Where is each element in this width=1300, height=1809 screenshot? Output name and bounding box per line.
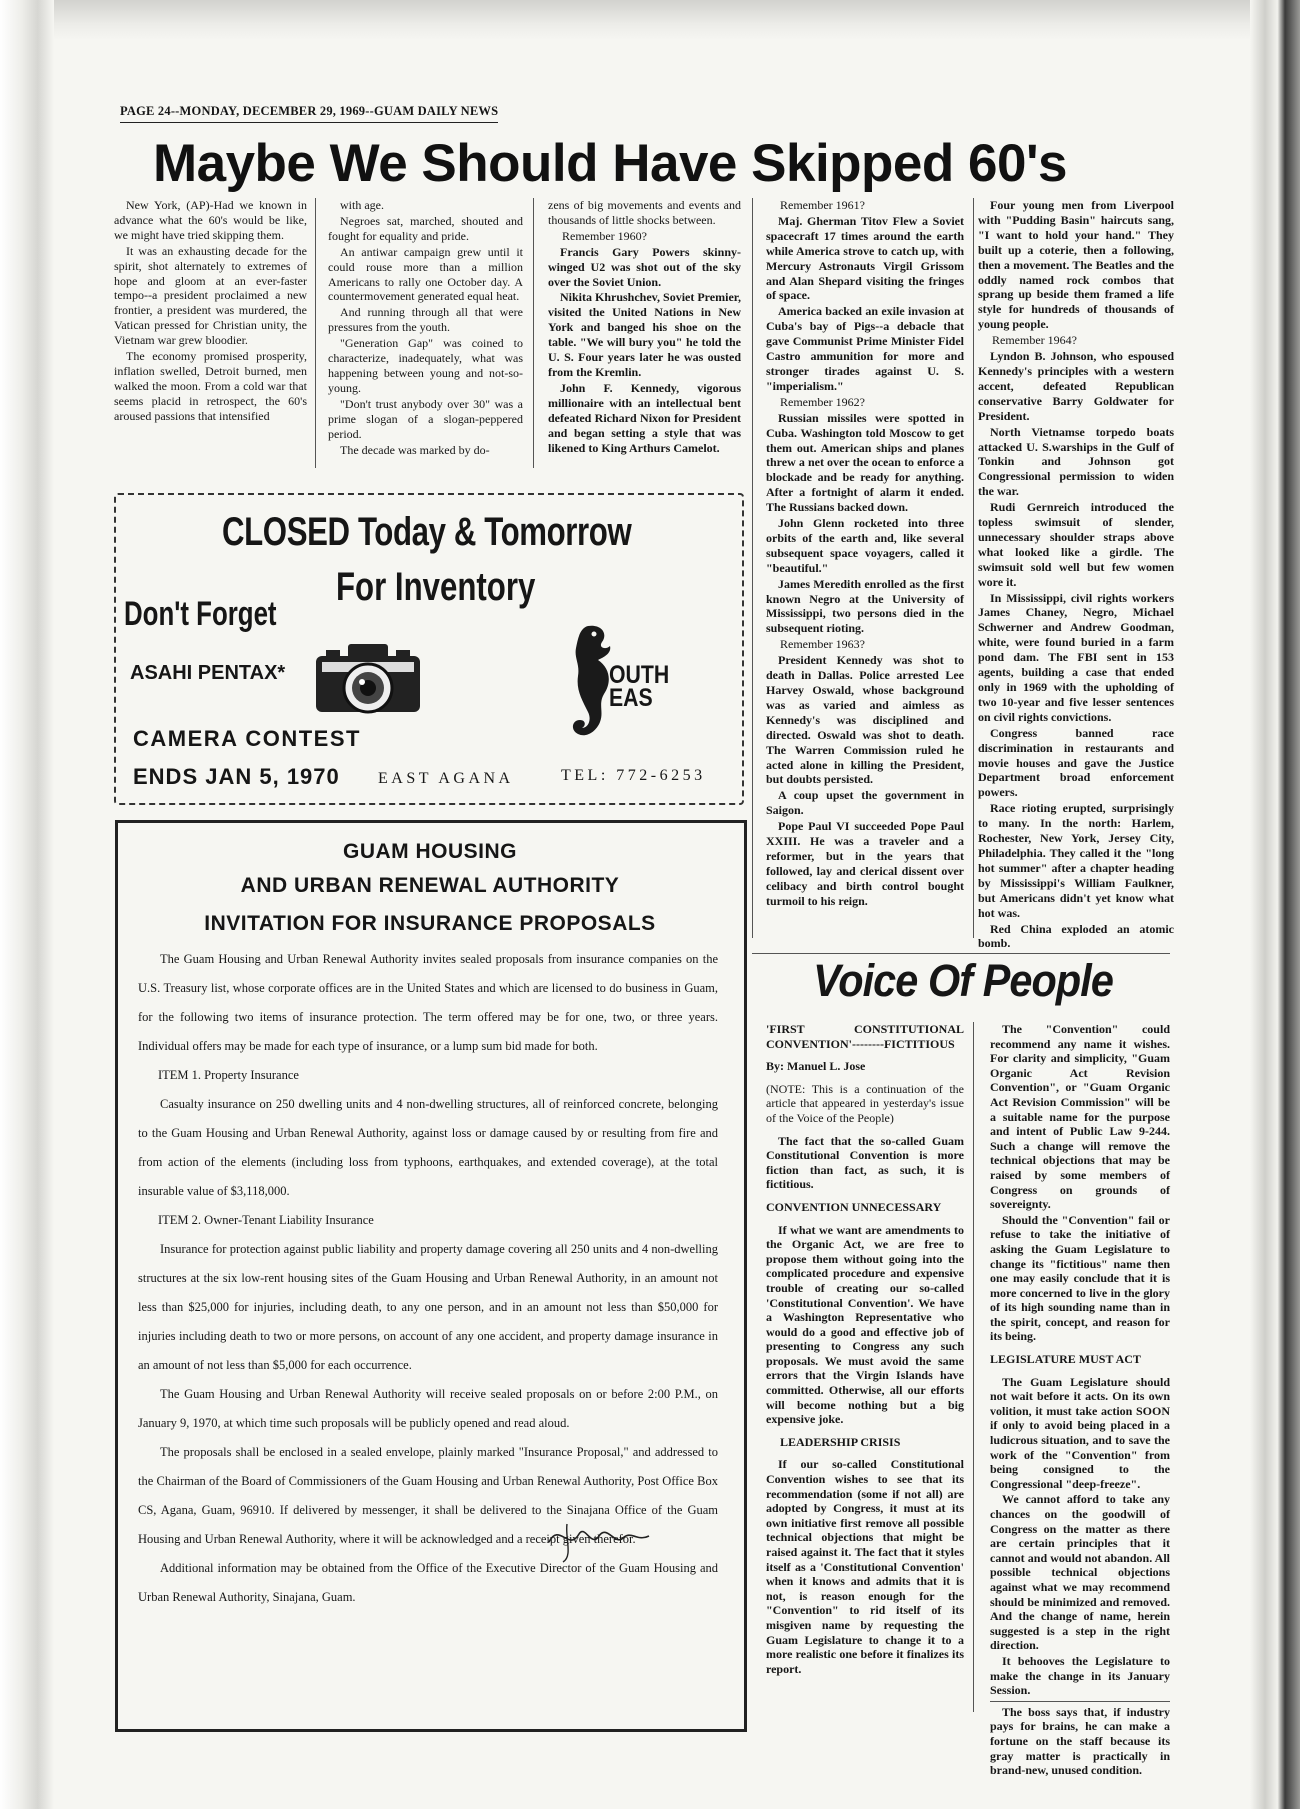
paragraph: Congress banned race discrimination in restaurants and movie houses and gave the Justice Department broad enforcement powers. [978,725,1174,800]
article-column-3 [548,198,741,456]
paragraph: New York, (AP)-Had we known in advance what the 60's would be like, we might have tried skipping them. [114,198,307,242]
article-column-5 [978,198,1174,952]
notice-paragraph: Additional information may be obtained from the Office of the Executive Director of the Guam Housing and Urban Renewal Authority, Sinajana, Guam. [138,1561,718,1604]
ad-location: EAST AGANA [378,770,514,787]
paragraph: And running through all that were pressures from the youth. [328,305,523,335]
paragraph: The boss says that, if industry pays for brains, he can make a fortune on the staff because its gray matter is practically in brand-new, unused condition. [990,1704,1170,1778]
ad-logo-word-2: EAS [609,684,653,712]
paragraph: The economy promised prosperity, inflation swelled, Detroit burned, men walked the moon. From a cold war that seems placid in retrospect, the 60's aroused passions that intensified [114,349,307,423]
column-rule [533,198,534,468]
column-rule [973,198,974,938]
scan-edge-left [0,0,54,1809]
paragraph: Four young men from Liverpool with "Pudding Basin" haircuts sang, "I want to hold your hand." They built up a coterie, then a following, then a movement. The Beatles and the oddly named rock combos that sprang up beside them framed a life style for hundreds of thousands of young people. [978,198,1174,332]
ad-logo-word-1: OUTH [609,661,670,689]
main-headline: Maybe We Should Have Skipped 60's [152,134,1068,193]
ad-headline: CLOSED Today & Tomorrow [222,510,632,554]
scan-edge-top [0,0,1300,40]
paragraph: A coup upset the government in Saigon. [766,788,964,818]
paragraph: Should the "Convention" fail or refuse to take the initiative of asking the Guam Legislature to change its "fictitious" name then one may easily conclude that it is more concerned to live in the glory of its high sounding name than in the spirit, concept, and reason for its being. [990,1212,1170,1344]
article-column-1 [114,198,307,425]
scan-edge-right [1250,0,1300,1809]
paragraph: North Vietnamse torpedo boats attacked U. S.warships in the Gulf of Tonkin and Johnson got Congressional permission to widen the war. [978,424,1174,499]
handwritten-signature [545,1512,657,1566]
paragraph: Remember 1962? [780,394,865,409]
column-rule [973,1022,974,1712]
camera-icon [312,636,424,720]
paragraph: America backed an exile invasion at Cuba's bay of Pigs--a debacle that gave Communist Prime Minister Fidel Castro ammunition for more and stronger tirades against U. S. "imperialism." [766,304,964,393]
paragraph: Negroes sat, marched, shouted and fought for equality and pride. [328,213,523,243]
paragraph: James Meredith enrolled as the first known Negro at the University of Mississippi, two persons died in the subsequent rioting. [766,576,964,636]
ad-telephone: TEL: 772-6253 [561,767,706,784]
paragraph: The decade was marked by do- [340,442,490,457]
paragraph: "Generation Gap" was coined to characterize, inadequately, what was happening between young and not-so-young. [328,336,523,395]
paragraph: John F. Kennedy, vigorous millionaire with an intellectual bent defeated Richard Nixon for President and began setting a style that was likened to King Arthurs Camelot. [548,380,741,455]
column-rule [315,198,316,468]
notice-title-2: AND URBAN RENEWAL AUTHORITY [240,874,620,897]
notice-paragraph: Casualty insurance on 250 dwelling units and 4 non-dwelling structures, all of reinforced concrete, belonging to the Guam Housing and Urban Renewal Authority, against loss or damage caused by or resulting from fire and from action of the elements (including loss from typhoons, earthquakes, and extended coverage), at the total insurable value of $3,118,000. [138,1097,718,1198]
article-column-4 [766,198,964,910]
ad-deadline: ENDS JAN 5, 1970 [133,764,340,789]
paragraph: The "Convention" could recommend any name it wishes. For clarity and simplicity, "Guam Organic Act Revision Convention", or "Guam Organic Act Revision Commission" will be a suitable name for the purpose and intent of Public Law 9-244. Such a change will remove the technical objections that may be raised by some members of Congress on grounds of sovereignty. [990,1022,1170,1212]
paragraph: John Glenn rocketed into three orbits of the earth and, like several subsequent space voyagers, called it "beautiful." [766,516,964,575]
paragraph: It was an exhausting decade for the spirit, shot alternately to extremes of hope and gloom at an ever-faster tempo--a president proclaimed a new frontier, a president was murdered, the Vatican pressed for Christian unity, the Vietnam war grew bloodier. [114,243,307,348]
article-column-2 [328,198,523,458]
section-rule [752,953,1170,954]
paragraph: Lyndon B. Johnson, who espoused Kennedy's principles with a western accent, defeated Republican conservative Barry Goldwater for President. [978,349,1174,423]
letter-byline: By: Manuel L. Jose [766,1059,866,1074]
letter-subhead: LEADERSHIP CRISIS [780,1434,901,1449]
paragraph: Red China exploded an atomic bomb. [978,921,1174,951]
notice-paragraph: Insurance for protection against public liability and property damage covering all 250 units and 4 non-dwelling structures at the six low-rent housing sites of the Guam Housing and Urban Renewal Authority, in an amount not less than $25,000 for injuries, including death, to any one person, and in an amount not less than $50,000 for injuries including death to two or more persons, on account of any one accident, and property damage insurance in an amount of not less than $5,000 for each occurrence. [138,1242,718,1372]
paragraph: Race rioting erupted, surprisingly to many. In the north: Harlem, Rochester, New York, Jersey City, Philadelphia. They called it the "long hot summer" after a chapter heading by Mississippi's William Faulkner, but Americans didn't yet know what hot was. [978,801,1174,920]
paragraph: Maj. Gherman Titov Flew a Soviet spacecraft 17 times around the earth while America strove to catch up, with Mercury Astronauts Virgil Grissom and Alan Shepard visiting the fringes of space. [766,213,964,303]
ad-subheadline: For Inventory [336,565,536,609]
letter-subhead: LEGISLATURE MUST ACT [990,1352,1141,1367]
ad-brand: ASAHI PENTAX* [130,662,286,684]
ad-contest: CAMERA CONTEST [133,726,361,751]
ad-reminder: Don't Forget [124,595,277,633]
paragraph: The Guam Legislature should not wait before it acts. On its own volition, it must take action SOON if only to avoid being placed in a ludicrous situation, and to save the work of the "Convention" from being consigned to the Congressional "deep-freeze". [990,1374,1170,1491]
letter-column-2 [990,1022,1170,1779]
paragraph: If what we want are amendments to the Organic Act, we are free to propose them without going into the complicated procedure and expensive trouble of creating our so-called 'Constitutional Convention'. We have a Washington Representative who would do a good and effective job of presenting to Congress any such proposals. We must avoid the same errors that the Virgin Islands have committed. Otherwise, all our efforts will become nothing but a big expensive joke. [766,1222,964,1427]
paragraph: An antiwar campaign grew until it could rouse more than a million Americans to rally one October day. A countermovement generated equal heat. [328,244,523,304]
paragraph: Pope Paul VI succeeded Pope Paul XXIII. He was a traveler and a reformer, but in the years that followed, lay and clerical dissent over celibacy and birth control bought turmoil to his reign. [766,819,964,908]
notice-item-heading: ITEM 1. Property Insurance [158,1068,299,1082]
letter-column-1 [766,1022,964,1677]
letter-title: 'FIRST CONSTITUTIONAL CONVENTION'--------FICTITIOUS [766,1022,964,1051]
letter-subhead: CONVENTION UNNECESSARY [766,1199,942,1214]
paragraph: (NOTE: This is a continuation of the article that appeared in yesterday's issue of the Voice of the People) [766,1081,964,1125]
notice-paragraph: The Guam Housing and Urban Renewal Authority invites sealed proposals from insurance companies on the U.S. Treasury list, whose corporate offices are in the United States and which are licensed to do business in Guam, for the following two items of insurance protection. The term offered may be for one, two, or three years. Individual offers may be made for each type of insurance, or a lump sum bid made for both. [138,952,718,1053]
paragraph: zens of big movements and events and thousands of little shocks between. [548,198,741,227]
paragraph: with age. [340,198,384,212]
paragraph: Francis Gary Powers skinny-winged U2 was shot out of the sky over the Soviet Union. [548,244,741,289]
paragraph: It behooves the Legislature to make the change in its January Session. [990,1653,1170,1698]
paragraph: If our so-called Constitutional Convention wishes to see that its recommendation (some if not all) are adopted by Congress, it must at its own initiative first remove all possible technical objections that might be raised against it. The fact that it styles itself as a 'Constitutional Convention' when it knows and admits that it is not, is reason enough for the "Convention" to rid itself of its misgiven name by requesting the Guam Legislature to change it to a more realistic one before it finalizes its report. [766,1457,964,1676]
paragraph: Nikita Khrushchev, Soviet Premier, visited the United Nations in New York and banged his shoe on the table. "We will bury you" he told the U. S. Four years later he was ousted from the Kremlin. [548,290,741,379]
paragraph: We cannot afford to take any chances on the goodwill of Congress on the matter as there are certain principles that it cannot and would not abandon. All possible technical objections against what we may recommend should be minimized and removed. And the change of name, herein suggested is a step in the right direction. [990,1492,1170,1653]
paragraph: Remember 1960? [562,228,647,243]
ad-logo-text [609,661,670,712]
paragraph: Rudi Gernreich introduced the topless swimsuit of slender, unnecessary shoulder straps above what looked like a girdle. The swimsuit sold well but few women wore it. [978,500,1174,589]
paragraph: "Don't trust anybody over 30" was a prime slogan of a slogan-peppered period. [328,396,523,441]
paragraph: Remember 1963? [780,637,865,652]
letter-rule [990,1701,1170,1702]
paragraph: The fact that the so-called Guam Constitutional Convention is more fiction than fact, as such, it is fictitious. [766,1133,964,1192]
column-rule [752,198,753,938]
notice-paragraph: The proposals shall be enclosed in a sealed envelope, plainly marked "Insurance Proposal," and addressed to the Chairman of the Board of Commissioners of the Guam Housing and Urban Renewal Authority, Post Office Box CS, Agana, Guam, 96910. If delivered by messenger, it shall be delivered to the Sinajana Office of the Guam Housing and Urban Renewal Authority, where it will be acknowledged and a receipt given therefor. [138,1445,718,1546]
notice-title-1: GUAM HOUSING [343,840,517,863]
notice-paragraph: The Guam Housing and Urban Renewal Authority will receive sealed proposals on or before 2:00 P.M., on January 9, 1970, at which time such proposals will be publicly opened and read aloud. [138,1387,718,1430]
paragraph: Russian missiles were spotted in Cuba. Washington told Moscow to get them out. American ships and planes threw a net over the ocean to enforce a blockade and be ready for anything. After a fortnight of alarm it ended. The Russians backed down. [766,410,964,515]
page-folio: PAGE 24--MONDAY, DECEMBER 29, 1969--GUAM DAILY NEWS [120,104,498,123]
section-header-voice-of-people: Voice Of People [813,955,1113,1006]
paragraph: In Mississippi, civil rights workers James Chaney, Negro, Michael Schwerner and Andrew Goodman, white, were found buried in a farm pond dam. The FBI sent in 153 agents, building a case that ended only in 1969 with the upholding of two 10-year and five lesser sentences on civil rights convictions. [978,590,1174,724]
paragraph: President Kennedy was shot to death in Dallas. Police arrested Lee Harvey Oswald, whose background was as varied and aimless as Kennedy's was disciplined and directed. Oswald was shot to death. The Warren Commission ruled he acted alone in killing the President, but doubts persisted. [766,653,964,787]
paragraph: Remember 1961? [780,198,865,212]
paragraph: Remember 1964? [992,333,1077,348]
notice-item-heading: ITEM 2. Owner-Tenant Liability Insurance [158,1213,374,1227]
notice-title-3: INVITATION FOR INSURANCE PROPOSALS [204,912,656,935]
